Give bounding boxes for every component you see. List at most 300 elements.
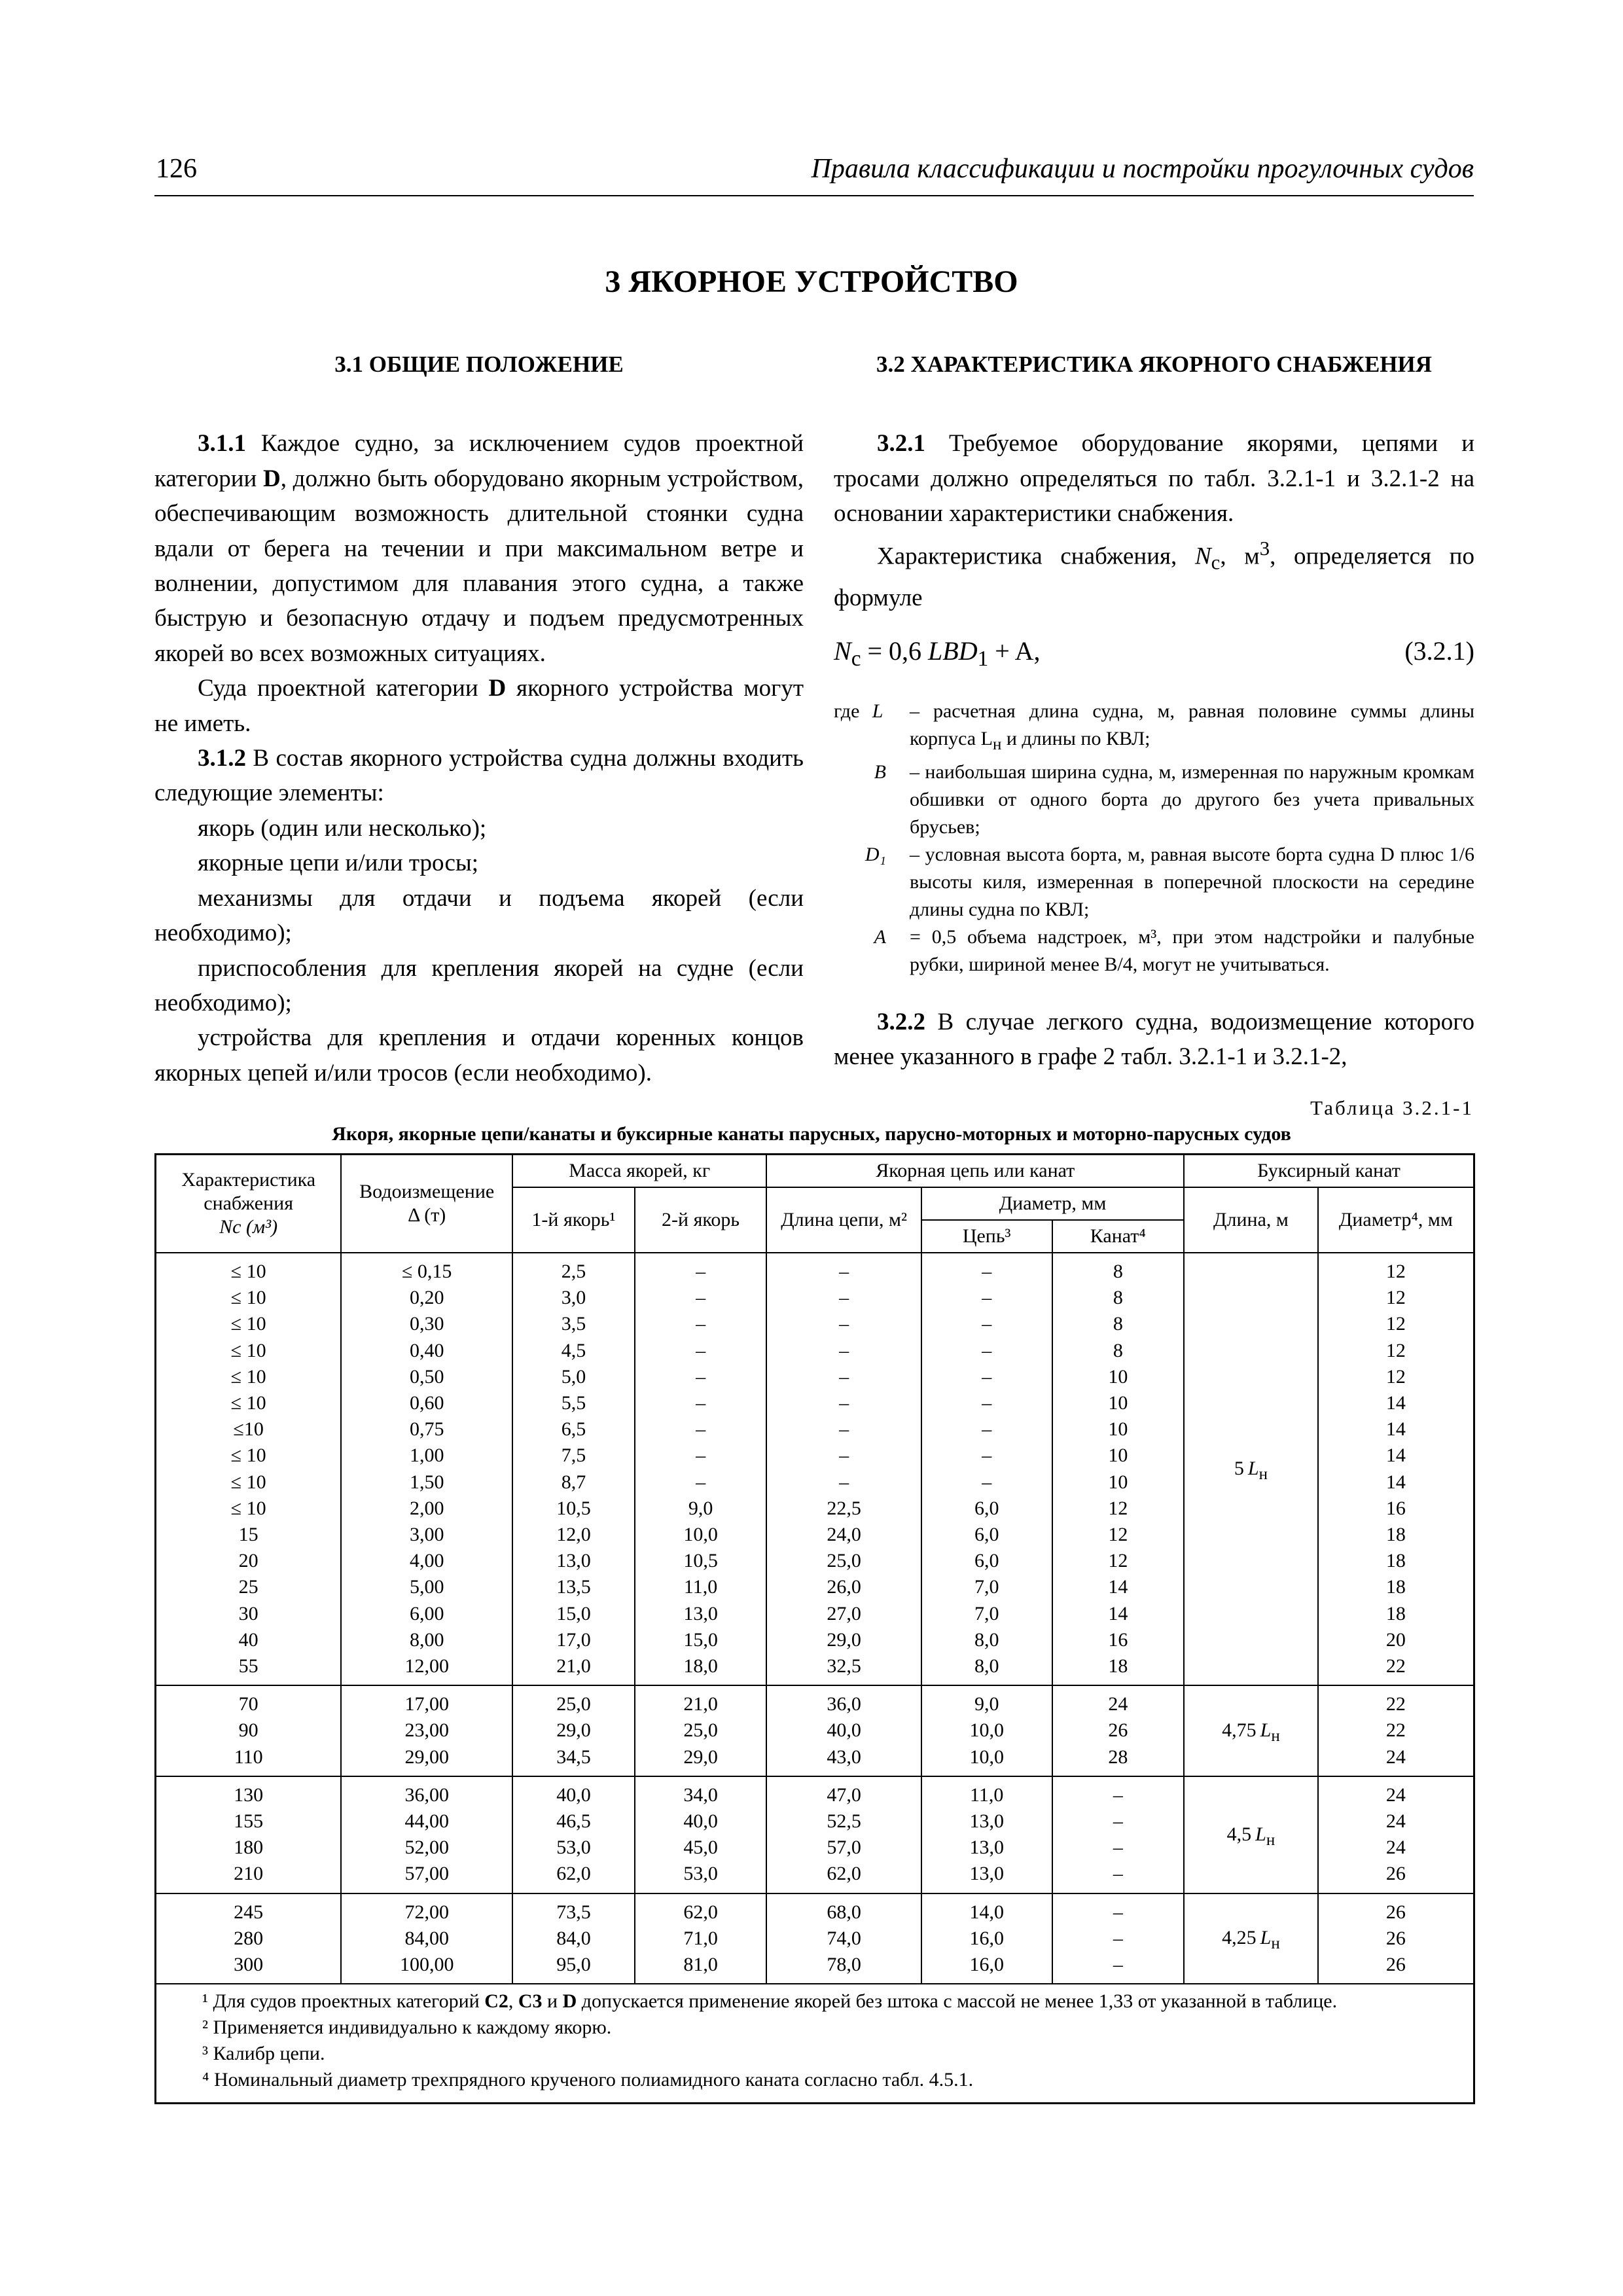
cell-anchor-1: 8,7 [512, 1469, 635, 1496]
cell-characteristic: ≤10 [156, 1416, 342, 1443]
tow-length-subscript: н [1271, 1935, 1280, 1953]
cell-characteristic: 130 [156, 1776, 342, 1808]
cell-anchor-2: – [635, 1285, 767, 1311]
cell-displacement: 72,00 [341, 1893, 512, 1926]
cell-chain-length: 22,5 [766, 1496, 921, 1522]
list-item: устройства для крепления и отдачи коренных концов якорных цепей и/или тросов (если необходимо). [154, 1024, 804, 1086]
cell-anchor-1: 4,5 [512, 1338, 635, 1364]
running-title: Правила классификации и постройки прогулочных судов [811, 154, 1474, 184]
cell-tow-diameter: 24 [1318, 1835, 1474, 1861]
table-body [156, 1253, 1474, 1984]
cell-characteristic: 70 [156, 1685, 342, 1717]
header-rule [154, 195, 1474, 196]
header-text: Водоизмещение [359, 1181, 495, 1202]
cell-tow-diameter: 12 [1318, 1253, 1474, 1285]
definition-A [834, 924, 1474, 978]
cell-anchor-1: 29,0 [512, 1717, 635, 1744]
category-label: C3 [518, 1990, 543, 2013]
cell-anchor-1: 17,0 [512, 1627, 635, 1653]
cell-anchor-1: 84,0 [512, 1926, 635, 1952]
formula-expression [834, 634, 1041, 676]
cell-rope-diameter: – [1052, 1808, 1185, 1835]
cell-chain-diameter: 7,0 [921, 1601, 1052, 1627]
cell-anchor-2: 21,0 [635, 1685, 767, 1717]
formula-symbol: N [834, 636, 851, 666]
cell-tow-length [1184, 1893, 1318, 1984]
cell-chain-diameter: 6,0 [921, 1548, 1052, 1574]
cell-chain-length: – [766, 1285, 921, 1311]
cell-chain-length: 43,0 [766, 1744, 921, 1776]
paragraph-category-d [154, 671, 804, 741]
cell-chain-diameter: – [921, 1443, 1052, 1469]
cell-characteristic: ≤ 10 [156, 1311, 342, 1337]
cell-anchor-1: 73,5 [512, 1893, 635, 1926]
cell-anchor-1: 6,5 [512, 1416, 635, 1443]
tow-length-subscript: н [1266, 1831, 1275, 1849]
cell-tow-diameter: 24 [1318, 1808, 1474, 1835]
cell-tow-diameter: 24 [1318, 1776, 1474, 1808]
cell-anchor-2: – [635, 1443, 767, 1469]
cell-rope-diameter: – [1052, 1861, 1185, 1893]
list-item: якорные цепи и/или тросы; [198, 850, 479, 877]
paragraph-text: , определяется по формуле [834, 542, 1474, 611]
table-number: Таблица 3.2.1-1 [1310, 1096, 1474, 1119]
list-item: приспособления для крепления якорей на судне (если необходимо); [154, 954, 804, 1016]
cell-rope-diameter: 14 [1052, 1601, 1185, 1627]
cell-chain-length: – [766, 1443, 921, 1469]
header-chain-length: Длина цепи, м² [766, 1187, 921, 1253]
clause-number: 3.1.1 [198, 430, 246, 457]
paragraph-text: В состав якорного устройства судна должны входить следующие элементы: [154, 745, 804, 807]
cell-displacement: 57,00 [341, 1861, 512, 1893]
superscript: 3 [1259, 537, 1270, 560]
tow-length-factor: 5 [1234, 1458, 1244, 1480]
cell-chain-length: 26,0 [766, 1574, 921, 1600]
paragraph-3-1-1 [154, 426, 804, 671]
cell-rope-diameter: 8 [1052, 1311, 1185, 1337]
header-unit: Nc (м³) [219, 1216, 278, 1238]
cell-chain-diameter: 7,0 [921, 1574, 1052, 1600]
cell-anchor-1: 10,5 [512, 1496, 635, 1522]
cell-rope-diameter: 26 [1052, 1717, 1185, 1744]
cell-displacement: ≤ 0,15 [341, 1253, 512, 1285]
cell-rope-diameter: – [1052, 1776, 1185, 1808]
cell-displacement: 0,60 [341, 1390, 512, 1416]
cell-anchor-2: 13,0 [635, 1601, 767, 1627]
definition-symbol: A [874, 925, 886, 948]
cell-anchor-2: – [635, 1311, 767, 1337]
list-item: механизмы для отдачи и подъема якорей (если необходимо); [154, 884, 804, 947]
cell-tow-length [1184, 1253, 1318, 1685]
symbol: N [1194, 542, 1211, 569]
formula-3-2-1 [834, 634, 1474, 676]
cell-anchor-2: 9,0 [635, 1496, 767, 1522]
cell-rope-diameter: – [1052, 1893, 1185, 1926]
cell-chain-diameter: 10,0 [921, 1717, 1052, 1744]
cell-anchor-2: 10,5 [635, 1548, 767, 1574]
cell-displacement: 1,00 [341, 1443, 512, 1469]
cell-chain-length: – [766, 1469, 921, 1496]
cell-anchor-1: 5,5 [512, 1390, 635, 1416]
cell-rope-diameter: 8 [1052, 1285, 1185, 1311]
formula-number: (3.2.1) [1404, 636, 1474, 666]
definition-D1 [834, 841, 1474, 924]
cell-anchor-2: 45,0 [635, 1835, 767, 1861]
cell-anchor-1: 46,5 [512, 1808, 635, 1835]
cell-characteristic: ≤ 10 [156, 1496, 342, 1522]
formula-subscript: 1 [977, 647, 989, 672]
header-unit: Δ (т) [408, 1204, 446, 1226]
cell-chain-diameter: 13,0 [921, 1861, 1052, 1893]
cell-displacement: 17,00 [341, 1685, 512, 1717]
cell-anchor-2: – [635, 1390, 767, 1416]
section-title-3-1: 3.1 ОБЩИЕ ПОЛОЖЕНИЕ [334, 351, 624, 377]
tow-length-symbol: L [1255, 1823, 1266, 1845]
cell-tow-diameter: 26 [1318, 1952, 1474, 1984]
footnote-text: ¹ Для судов проектных категорий [202, 1990, 485, 2013]
paragraph-3-2-2 [834, 1005, 1474, 1075]
paragraph-3-1-2 [154, 741, 804, 811]
cell-chain-length: 47,0 [766, 1776, 921, 1808]
cell-anchor-1: 25,0 [512, 1685, 635, 1717]
cell-tow-diameter: 26 [1318, 1861, 1474, 1893]
cell-characteristic: 20 [156, 1548, 342, 1574]
paragraph-formula-intro [834, 531, 1474, 616]
cell-tow-diameter: 14 [1318, 1469, 1474, 1496]
cell-displacement: 0,20 [341, 1285, 512, 1311]
category-label: D [263, 465, 281, 492]
cell-displacement: 3,00 [341, 1522, 512, 1548]
chapter-title: 3 ЯКОРНОЕ УСТРОЙСТВО [605, 264, 1018, 299]
cell-rope-diameter: 28 [1052, 1744, 1185, 1776]
cell-rope-diameter: 12 [1052, 1496, 1185, 1522]
cell-chain-length: 25,0 [766, 1548, 921, 1574]
cell-anchor-2: 71,0 [635, 1926, 767, 1952]
cell-anchor-2: 81,0 [635, 1952, 767, 1984]
cell-characteristic: 40 [156, 1627, 342, 1653]
cell-anchor-2: 11,0 [635, 1574, 767, 1600]
cell-anchor-2: – [635, 1253, 767, 1285]
cell-anchor-1: 62,0 [512, 1861, 635, 1893]
paragraph-text: , должно быть оборудовано якорным устройством, обеспечивающим возможность длительной стоянки судна вдали от берега на течении и при максимальном ветре и волнении, допустимом для плавания этого судна, а также быструю и безопасную отдачу и подъем предусмотренных якорей во всех возможных ситуациях. [154, 465, 804, 667]
cell-rope-diameter: 8 [1052, 1338, 1185, 1364]
cell-chain-length: 62,0 [766, 1861, 921, 1893]
cell-anchor-2: 15,0 [635, 1627, 767, 1653]
header-displacement [341, 1155, 512, 1253]
cell-tow-diameter: 22 [1318, 1717, 1474, 1744]
cell-chain-length: 36,0 [766, 1685, 921, 1717]
cell-rope-diameter: 10 [1052, 1416, 1185, 1443]
anchor-equipment-table [154, 1153, 1475, 2104]
cell-chain-length: – [766, 1390, 921, 1416]
header-tow-diameter: Диаметр⁴, мм [1318, 1187, 1474, 1253]
cell-anchor-2: 34,0 [635, 1776, 767, 1808]
cell-characteristic: 300 [156, 1952, 342, 1984]
cell-chain-diameter: – [921, 1390, 1052, 1416]
category-label: D [488, 675, 507, 702]
cell-tow-diameter: 20 [1318, 1627, 1474, 1653]
cell-chain-length: – [766, 1311, 921, 1337]
footnote-text: и [542, 1990, 563, 2013]
cell-displacement: 0,50 [341, 1364, 512, 1390]
cell-characteristic: 90 [156, 1717, 342, 1744]
cell-characteristic: 210 [156, 1861, 342, 1893]
header-characteristic [156, 1155, 342, 1253]
cell-rope-diameter: 16 [1052, 1627, 1185, 1653]
cell-chain-length: 52,5 [766, 1808, 921, 1835]
category-label: C2 [484, 1990, 508, 2013]
footnote-3: ³ Калибр цепи. [202, 2043, 325, 2065]
cell-chain-diameter: 10,0 [921, 1744, 1052, 1776]
cell-tow-diameter: 14 [1318, 1390, 1474, 1416]
cell-anchor-2: – [635, 1338, 767, 1364]
cell-anchor-2: 10,0 [635, 1522, 767, 1548]
cell-characteristic: 180 [156, 1835, 342, 1861]
cell-displacement: 1,50 [341, 1469, 512, 1496]
tow-length-symbol: L [1247, 1458, 1259, 1480]
right-column [834, 347, 1474, 1074]
cell-characteristic: ≤ 10 [156, 1443, 342, 1469]
cell-characteristic: 30 [156, 1601, 342, 1627]
footnote-text: , [508, 1990, 518, 2013]
cell-anchor-2: 25,0 [635, 1717, 767, 1744]
cell-anchor-1: 7,5 [512, 1443, 635, 1469]
cell-rope-diameter: 18 [1052, 1653, 1185, 1685]
cell-tow-diameter: 18 [1318, 1574, 1474, 1600]
cell-displacement: 23,00 [341, 1717, 512, 1744]
header-towline: Буксирный канат [1184, 1155, 1474, 1188]
cell-tow-diameter: 12 [1318, 1311, 1474, 1337]
formula-operator: + A, [988, 636, 1041, 666]
cell-characteristic: 25 [156, 1574, 342, 1600]
footnote-text: допускается применение якорей без штока с массой не менее 1,33 от указанной в таблице. [577, 1990, 1338, 2013]
header-text: Характеристика снабжения [181, 1169, 316, 1214]
cell-chain-length: – [766, 1364, 921, 1390]
cell-chain-length: 68,0 [766, 1893, 921, 1926]
cell-chain-diameter: – [921, 1416, 1052, 1443]
definitions-list [834, 698, 1474, 978]
cell-chain-diameter: 14,0 [921, 1893, 1052, 1926]
paragraph-text: , м [1220, 542, 1260, 569]
cell-displacement: 0,30 [341, 1311, 512, 1337]
cell-displacement: 36,00 [341, 1776, 512, 1808]
footnote-2: ² Применяется индивидуально к каждому якорю. [202, 2017, 612, 2039]
cell-characteristic: ≤ 10 [156, 1253, 342, 1285]
formula-operator: = 0,6 [861, 636, 929, 666]
cell-chain-diameter: 9,0 [921, 1685, 1052, 1717]
cell-rope-diameter: 24 [1052, 1685, 1185, 1717]
definition-symbol: B [874, 761, 886, 783]
cell-displacement: 29,00 [341, 1744, 512, 1776]
cell-chain-diameter: 13,0 [921, 1835, 1052, 1861]
cell-displacement: 2,00 [341, 1496, 512, 1522]
footnote-1 [202, 1988, 1473, 2015]
cell-anchor-1: 2,5 [512, 1253, 635, 1285]
definition-symbol: L [872, 700, 883, 722]
definition-B [834, 759, 1474, 841]
definition-text: и длины по КВЛ; [1001, 727, 1150, 749]
symbol-subscript: c [1211, 551, 1221, 574]
cell-anchor-2: 53,0 [635, 1861, 767, 1893]
cell-anchor-1: 21,0 [512, 1653, 635, 1685]
cell-characteristic: ≤ 10 [156, 1285, 342, 1311]
cell-tow-diameter: 18 [1318, 1522, 1474, 1548]
cell-displacement: 4,00 [341, 1548, 512, 1574]
cell-rope-diameter: – [1052, 1835, 1185, 1861]
cell-anchor-1: 34,5 [512, 1744, 635, 1776]
cell-chain-diameter: – [921, 1285, 1052, 1311]
paragraph-text: В случае легкого судна, водоизмещение которого менее указанного в графе 2 табл. 3.2.1-1 и 3.2.1-2, [834, 1008, 1474, 1070]
table-row [156, 1776, 1474, 1808]
cell-displacement: 12,00 [341, 1653, 512, 1685]
cell-tow-diameter: 24 [1318, 1744, 1474, 1776]
header-tow-length: Длина, м [1184, 1187, 1318, 1253]
header-anchor-mass: Масса якорей, кг [512, 1155, 766, 1188]
paragraph-text: Характеристика снабжения, [877, 542, 1195, 569]
cell-chain-length: 32,5 [766, 1653, 921, 1685]
table-row [156, 1253, 1474, 1285]
cell-characteristic: ≤ 10 [156, 1364, 342, 1390]
paragraph-text: якорного устройства могут не иметь. [154, 675, 804, 737]
cell-chain-length: 57,0 [766, 1835, 921, 1861]
cell-chain-diameter: 8,0 [921, 1653, 1052, 1685]
cell-tow-diameter: 22 [1318, 1685, 1474, 1717]
cell-anchor-1: 3,0 [512, 1285, 635, 1311]
cell-tow-length [1184, 1776, 1318, 1893]
cell-displacement: 44,00 [341, 1808, 512, 1835]
header-rope: Канат⁴ [1052, 1220, 1185, 1253]
definition-text: – условная высота борта, м, равная высоте борта судна D плюс 1/6 высоты киля, измеренная в поперечной плоскости на середине длины судна по КВЛ; [910, 843, 1474, 920]
cell-tow-diameter: 14 [1318, 1443, 1474, 1469]
where-label: где [834, 700, 860, 722]
cell-chain-length: 29,0 [766, 1627, 921, 1653]
definition-symbol: D₁ [865, 843, 886, 865]
tow-length-symbol: L [1260, 1719, 1272, 1741]
cell-displacement: 0,75 [341, 1416, 512, 1443]
paragraph-text: Требуемое оборудование якорями, цепями и тросами должно определяться по табл. 3.2.1-1 и 3.2.1-2 на основании характеристики снабжения. [834, 430, 1474, 528]
cell-tow-length [1184, 1685, 1318, 1776]
header-chain: Цепь³ [921, 1220, 1052, 1253]
clause-number: 3.1.2 [198, 745, 246, 772]
cell-rope-diameter: 12 [1052, 1522, 1185, 1548]
cell-chain-length: – [766, 1416, 921, 1443]
cell-chain-diameter: 8,0 [921, 1627, 1052, 1653]
cell-chain-length: 40,0 [766, 1717, 921, 1744]
cell-anchor-1: 15,0 [512, 1601, 635, 1627]
cell-anchor-2: – [635, 1364, 767, 1390]
cell-characteristic: 245 [156, 1893, 342, 1926]
cell-characteristic: 110 [156, 1744, 342, 1776]
cell-tow-diameter: 12 [1318, 1338, 1474, 1364]
cell-chain-diameter: – [921, 1253, 1052, 1285]
definition-text: – наибольшая ширина судна, м, измеренная по наружным кромкам обшивки от одного борта до другого без учета привальных брусьев; [910, 761, 1474, 838]
tow-length-subscript: н [1271, 1727, 1280, 1745]
cell-displacement: 52,00 [341, 1835, 512, 1861]
list-item: якорь (один или несколько); [198, 814, 487, 842]
cell-tow-diameter: 16 [1318, 1496, 1474, 1522]
cell-rope-diameter: 8 [1052, 1253, 1185, 1285]
paragraph-text: Суда проектной категории [198, 675, 489, 702]
cell-chain-diameter: – [921, 1364, 1052, 1390]
cell-displacement: 0,40 [341, 1338, 512, 1364]
header-anchor-1: 1-й якорь¹ [512, 1187, 635, 1253]
cell-chain-length: – [766, 1253, 921, 1285]
formula-symbol: LBD [928, 636, 978, 666]
cell-chain-diameter: – [921, 1338, 1052, 1364]
cell-displacement: 6,00 [341, 1601, 512, 1627]
cell-chain-diameter: – [921, 1469, 1052, 1496]
cell-anchor-1: 95,0 [512, 1952, 635, 1984]
tow-length-factor: 4,25 [1222, 1927, 1257, 1949]
paragraph-3-2-1 [834, 426, 1474, 531]
cell-anchor-2: – [635, 1416, 767, 1443]
cell-chain-diameter: 6,0 [921, 1496, 1052, 1522]
tow-length-symbol: L [1260, 1927, 1272, 1949]
cell-tow-diameter: 26 [1318, 1893, 1474, 1926]
category-label: D [562, 1990, 577, 2013]
cell-chain-length: 78,0 [766, 1952, 921, 1984]
cell-displacement: 84,00 [341, 1926, 512, 1952]
cell-chain-diameter: 13,0 [921, 1808, 1052, 1835]
definition-text: – расчетная длина судна, м, равная половине суммы длины корпуса L [910, 700, 1474, 749]
cell-anchor-1: 13,5 [512, 1574, 635, 1600]
cell-characteristic: ≤ 10 [156, 1469, 342, 1496]
cell-anchor-2: 29,0 [635, 1744, 767, 1776]
left-column [154, 347, 804, 1090]
cell-chain-diameter: 16,0 [921, 1952, 1052, 1984]
cell-characteristic: 155 [156, 1808, 342, 1835]
cell-anchor-1: 13,0 [512, 1548, 635, 1574]
tow-length-factor: 4,5 [1226, 1823, 1252, 1845]
section-title-3-2: 3.2 ХАРАКТЕРИСТИКА ЯКОРНОГО СНАБЖЕНИЯ [876, 351, 1433, 377]
cell-chain-diameter: 16,0 [921, 1926, 1052, 1952]
cell-characteristic: 55 [156, 1653, 342, 1685]
cell-rope-diameter: 10 [1052, 1469, 1185, 1496]
definition-subscript: н [992, 735, 1002, 753]
clause-number: 3.2.1 [877, 430, 925, 457]
cell-tow-diameter: 14 [1318, 1416, 1474, 1443]
cell-rope-diameter: 10 [1052, 1443, 1185, 1469]
cell-tow-diameter: 12 [1318, 1364, 1474, 1390]
cell-chain-length: 27,0 [766, 1601, 921, 1627]
formula-subscript: c [851, 647, 861, 672]
cell-chain-length: – [766, 1338, 921, 1364]
cell-anchor-1: 53,0 [512, 1835, 635, 1861]
cell-anchor-2: – [635, 1469, 767, 1496]
definition-text: = 0,5 объема надстроек, м³, при этом надстройки и палубные рубки, шириной менее B/4, могут не учитываться. [910, 925, 1474, 975]
cell-chain-diameter: 6,0 [921, 1522, 1052, 1548]
cell-tow-diameter: 18 [1318, 1548, 1474, 1574]
header-anchor-2: 2-й якорь [635, 1187, 767, 1253]
clause-number: 3.2.2 [877, 1008, 925, 1035]
cell-anchor-1: 3,5 [512, 1311, 635, 1337]
cell-anchor-2: 40,0 [635, 1808, 767, 1835]
cell-tow-diameter: 18 [1318, 1601, 1474, 1627]
cell-tow-diameter: 22 [1318, 1653, 1474, 1685]
tow-length-factor: 4,75 [1222, 1719, 1257, 1741]
table-caption: Якоря, якорные цепи/канаты и буксирные канаты парусных, парусно-моторных и моторно-парусных судов [332, 1123, 1291, 1145]
cell-displacement: 8,00 [341, 1627, 512, 1653]
cell-displacement: 100,00 [341, 1952, 512, 1984]
page-number: 126 [156, 154, 197, 184]
cell-tow-diameter: 12 [1318, 1285, 1474, 1311]
table-footnotes [156, 1984, 1474, 2104]
definition-L [834, 698, 1474, 759]
footnote-4: ⁴ Номинальный диаметр трехпрядного крученого полиамидного каната согласно табл. 4.5.1. [202, 2069, 974, 2091]
header-chain-group: Якорная цепь или канат [766, 1155, 1184, 1188]
cell-characteristic: ≤ 10 [156, 1390, 342, 1416]
cell-chain-diameter: 11,0 [921, 1776, 1052, 1808]
